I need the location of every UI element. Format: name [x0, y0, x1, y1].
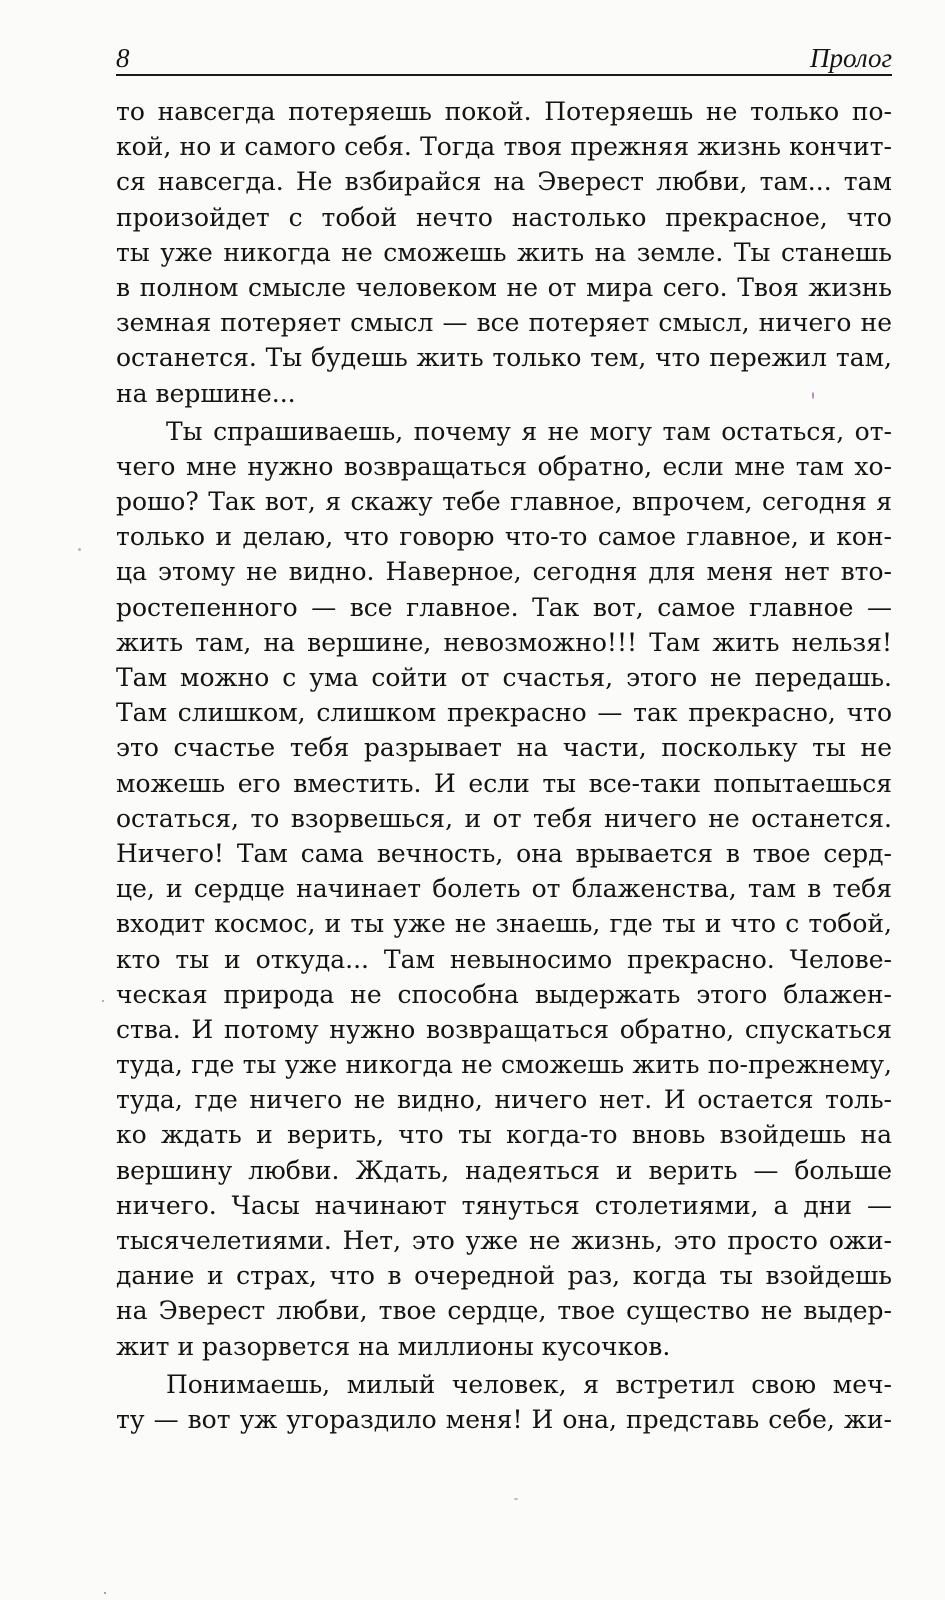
text-line: туда, где ты уже никогда не сможешь жить по-прежнему, [116, 1050, 892, 1080]
text-line: можешь его вместить. И если ты все-таки попытаешься [116, 768, 892, 798]
text-line: на Эверест любви, твое сердце, твое существо не выдер- [116, 1296, 892, 1326]
text-line: ту — вот уж угораздило меня! И она, представь себе, жи- [116, 1404, 892, 1434]
text-line: на вершине... [116, 378, 296, 408]
header-rule [116, 74, 892, 76]
text-line: Ты спрашиваешь, почему я не могу там остаться, от- [166, 416, 892, 446]
paragraph [116, 1367, 892, 1437]
text-line: в полном смысле человеком не от мира сего. Твоя жизнь [116, 272, 892, 302]
text-line: Ничего! Там сама вечность, она врывается в твое серд- [116, 838, 892, 868]
text-line: земная потеряет смысл — все потеряет смысл, ничего не [116, 308, 892, 338]
text-line: только и делаю, что говорю что-то самое главное, и кон- [116, 522, 892, 552]
text-line: Там слишком, слишком прекрасно — так прекрасно, что [116, 698, 892, 728]
section-title: Пролог [810, 43, 892, 73]
text-line: ства. И потому нужно возвращаться обратно, спускаться [116, 1014, 892, 1044]
print-speck [102, 1000, 104, 1002]
text-line: то навсегда потеряешь покой. Потеряешь не только по- [116, 97, 892, 126]
text-line: Там можно с ума сойти от счастья, этого не передашь. [116, 663, 892, 692]
print-speck [78, 548, 81, 551]
text-line: чего мне нужно возвращаться обратно, если мне там хо- [116, 451, 892, 481]
text-line: жит и разорвется на миллионы кусочков. [116, 1331, 671, 1361]
paragraph [116, 94, 892, 411]
text-line: произойдет с тобой нечто настолько прекрасное, что [116, 202, 892, 232]
text-line: дание и страх, что в очередной раз, когда ты взойдешь [116, 1261, 892, 1291]
print-speck [812, 392, 814, 399]
text-line: останется. Ты будешь жить только тем, что пережил там, [116, 343, 892, 373]
text-line: входит космос, и ты уже не знаешь, где ты и что с тобой, [116, 909, 892, 939]
running-header [116, 44, 892, 76]
print-speck [514, 1498, 518, 1500]
text-line: вершину любви. Ждать, надеяться и верить — больше [116, 1155, 892, 1185]
text-line: туда, где ничего не видно, ничего нет. И остается толь- [116, 1085, 892, 1115]
text-line: ты уже никогда не сможешь жить на земле. Ты станешь [116, 237, 892, 267]
text-line: ничего. Часы начинают тянуться столетиями, а дни — [116, 1190, 892, 1220]
text-line: жить там, на вершине, невозможно!!! Там жить нельзя! [116, 627, 892, 657]
text-line: ко ждать и верить, что ты когда-то вновь взойдешь на [116, 1120, 892, 1150]
text-line: ростепенного — все главное. Так вот, самое главное — [116, 592, 892, 622]
text-line: это счастье тебя разрывает на части, поскольку ты не [116, 733, 892, 763]
text-line: це, и сердце начинает болеть от блаженства, там в тебя [116, 874, 892, 904]
print-speck [104, 1592, 106, 1594]
text-line: ца этому не видно. Наверное, сегодня для меня нет вто- [116, 557, 892, 587]
text-line: ся навсегда. Не взбирайся на Эверест любви, там... там [116, 167, 892, 197]
text-line: остаться, то взорвешься, и от тебя ничего не останется. [116, 803, 892, 833]
paragraph [116, 414, 892, 1364]
text-line: тысячелетиями. Нет, это уже не жизнь, это просто ожи- [116, 1226, 892, 1255]
text-line: кто ты и откуда... Там невыносимо прекрасно. Челове- [116, 944, 892, 974]
text-line: Понимаешь, милый человек, я встретил свою меч- [166, 1369, 892, 1399]
text-line: кой, но и самого себя. Тогда твоя прежняя жизнь кончит- [116, 132, 892, 162]
text-line: рошо? Так вот, я скажу тебе главное, впрочем, сегодня я [116, 487, 892, 517]
text-line: ческая природа не способна выдержать этого блажен- [116, 979, 892, 1009]
body-text [116, 94, 892, 1437]
page-number: 8 [116, 43, 130, 73]
